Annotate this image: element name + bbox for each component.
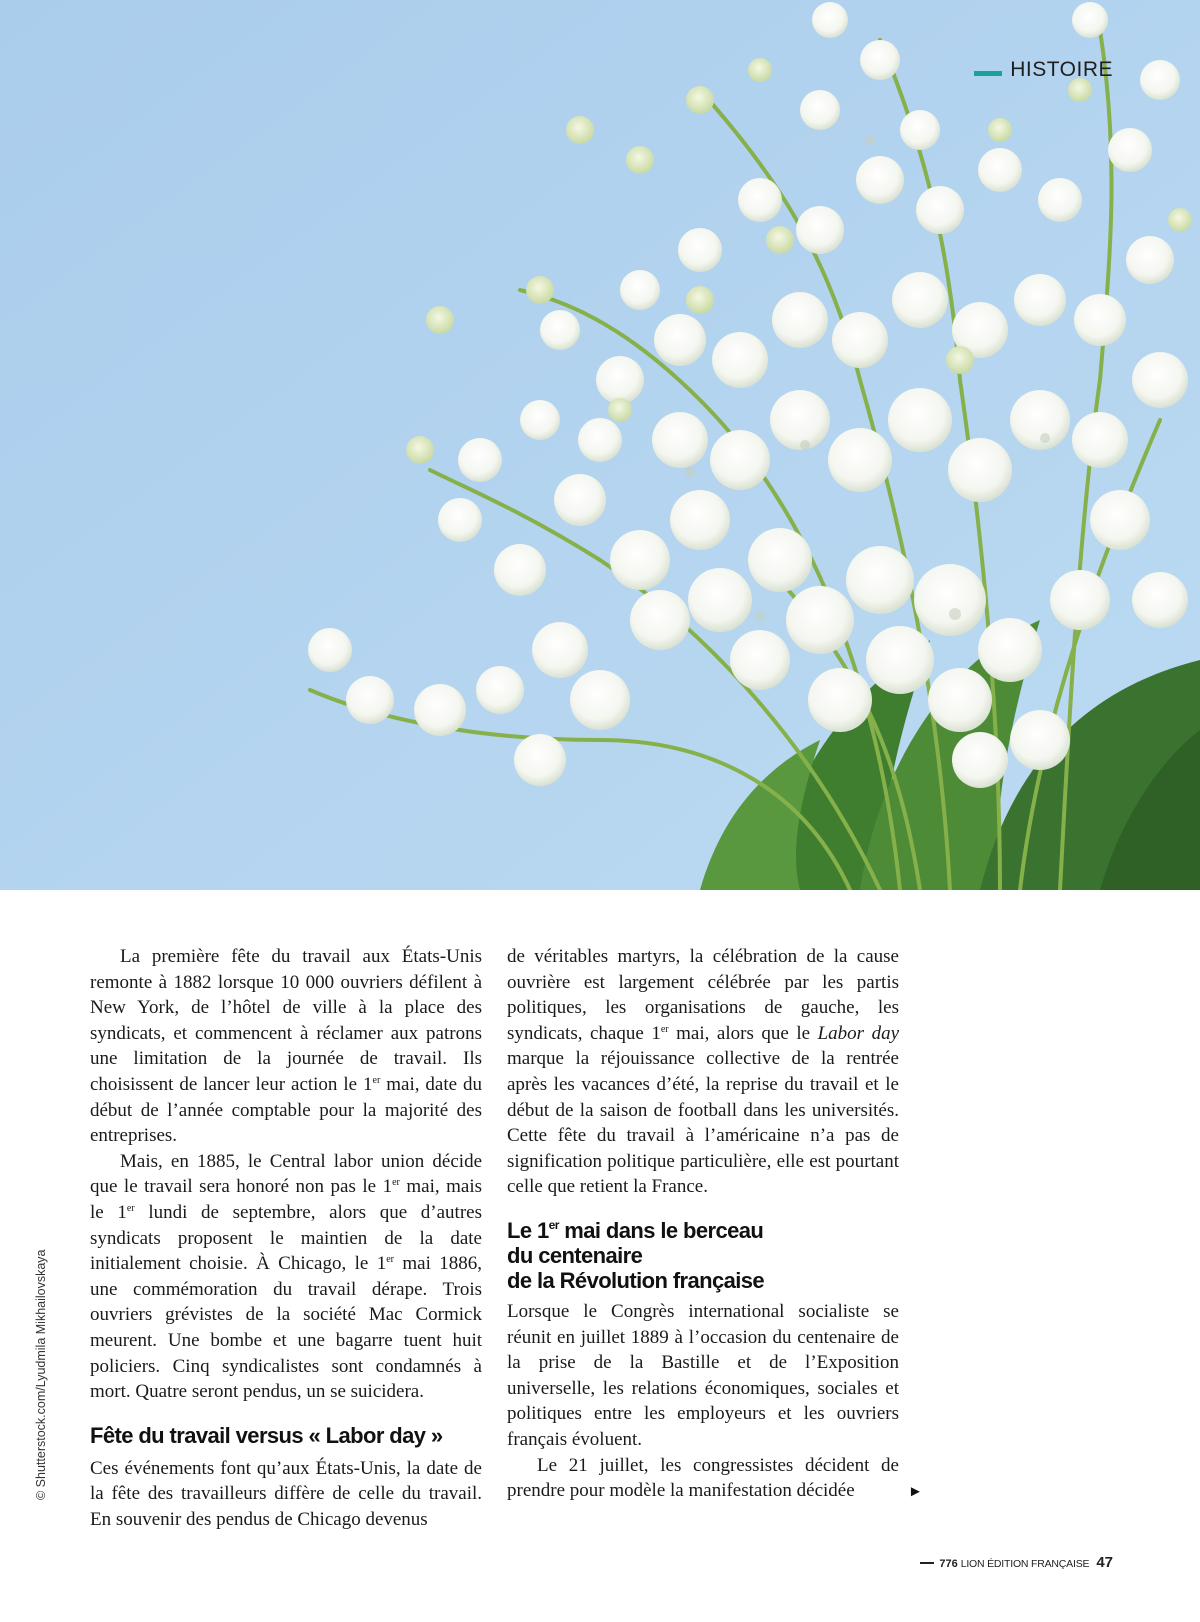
section-tag: [974, 58, 1113, 82]
paragraph: Mais, en 1885, le Central labor union décide que le travail sera honoré non pas le 1er mai, mais le 1er lundi de septembre, alors que d’autres syndicats proposent le maintien de la date initialement choisie. À Chicago, le 1er mai 1886, une commémoration du travail dérape. Trois ouvriers grévistes de la société Mac Cormick meurent. Une bombe et une bagarre tuent huit policiers. Cinq syndicalistes sont condamnés à mort. Quatre seront pendus, un se suicidera.: [90, 1150, 482, 1403]
paragraph: Le 21 juillet, les congressistes décident de prendre pour modèle la manifestation décidée: [507, 1454, 899, 1502]
section-label: HISTOIRE: [1010, 58, 1113, 81]
subheading: Fête du travail versus « Labor day »: [90, 1422, 443, 1448]
paragraph: La première fête du travail aux États-Unis remonte à 1882 lorsque 10 000 ouvriers défilent à New York, de l’hôtel de ville à la place des syndicats, et commencent à réclamer aux patrons une limitation de la journée de travail. Ils choisissent de lancer leur action le 1er mai, date du début de l’année comptable pour la majorité des entreprises.: [90, 946, 482, 1147]
continue-arrow-icon: ►: [908, 1484, 923, 1500]
article-left-column: [90, 944, 482, 1532]
footer-dash: [920, 1562, 934, 1564]
issue-number: 776: [939, 1558, 958, 1570]
page-number: 47: [1096, 1554, 1113, 1571]
paragraph: Lorsque le Congrès international socialiste se réunit en juillet 1889 à l’occasion du centenaire de la prise de la Bastille et de l’Exposition universelle, les relations économiques, sociales et politiques entre les employeurs et les ouvriers français évoluent.: [507, 1300, 899, 1450]
paragraph: Ces événements font qu’aux États-Unis, la date de la fête des travailleurs diffère de celle du travail. En souvenir des pendus de Chicago devenus: [90, 1457, 482, 1530]
article-right-column: [507, 944, 899, 1504]
photo-credit: © Shutterstock.com/Lyudmila Mikhailovskaya: [34, 1249, 48, 1500]
paragraph: de véritables martyrs, la célébration de la cause ouvrière est largement célébrée par les partis politiques, les organisations de gauche, les syndicats, chaque 1er mai, alors que le Labor day marque la réjouissance collective de la rentrée après les vacances d’été, la reprise du travail et le début de la saison de football dans les universités. Cette fête du travail à l’américaine n’a pas de signification politique particulière, elle est pourtant celle que retient la France.: [507, 946, 899, 1198]
page-footer: [920, 1554, 1113, 1571]
section-accent-bar: [974, 71, 1002, 76]
subheading: Le 1er mai dans le berceau du centenaire de la Révolution française: [507, 1217, 765, 1293]
magazine-name: LION ÉDITION FRANÇAISE: [960, 1558, 1090, 1570]
